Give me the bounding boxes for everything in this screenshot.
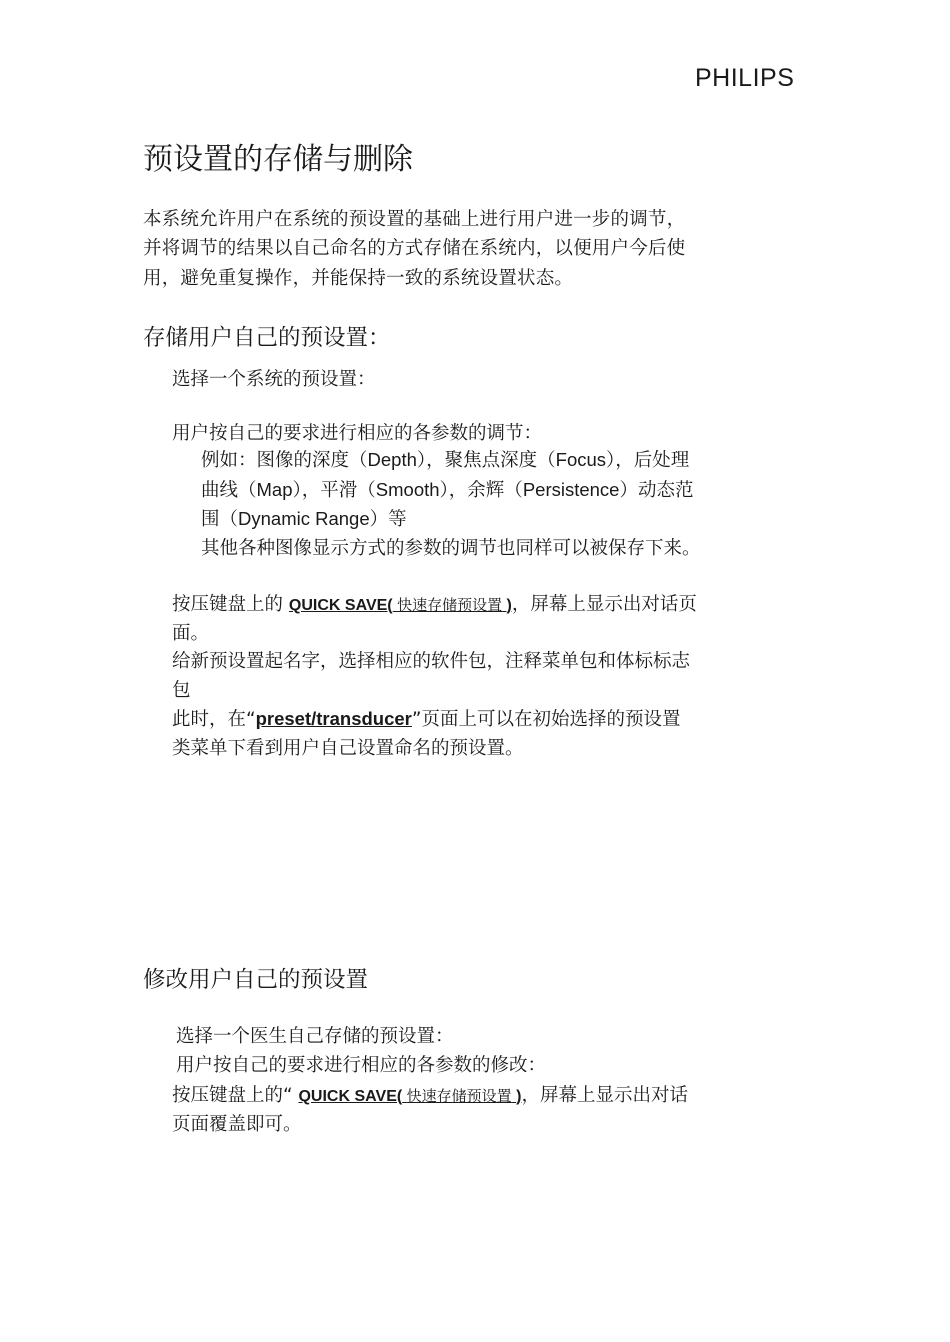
section-heading-save: 存储用户自己的预设置： [143,325,391,351]
example-text: ），余辉（ [439,480,523,501]
press-text: ，屏幕上显示出对话 [521,1085,688,1106]
brand-logo-text: PHILIPS [695,64,795,92]
example-text: ）等 [369,509,407,530]
section-heading-modify: 修改用户自己的预设置 [143,967,369,993]
quick-save-close: ) [516,1088,522,1105]
example-line: 其他各种图像显示方式的参数的调节也同样可以被保存下来。 [201,538,701,559]
result-text: ”页面上可以在初始选择的预设置 [411,709,681,730]
press-quicksave-line [172,590,697,616]
step-select-preset: 选择一个系统的预设置： [172,369,376,390]
press-quicksave-line-2 [172,1081,688,1107]
intro-line: 本系统允许用户在系统的预设置的基础上进行用户进一步的调节， [143,209,686,230]
example-text: 围（ [201,509,239,530]
term-smooth: Smooth [375,479,440,500]
step-modify-params: 用户按自己的要求进行相应的各参数的修改： [176,1055,547,1076]
example-line [201,505,407,531]
term-dynamic-range: Dynamic Range [238,508,370,529]
result-text: 此时，在“ [172,709,256,730]
press-text-cont: 页面覆盖即可。 [172,1114,302,1135]
intro-line: 用，避免重复操作，并能保持一致的系统设置状态。 [143,268,574,289]
result-line [172,705,680,731]
example-text: ），平滑（ [292,480,376,501]
term-focus: Focus [555,449,607,470]
example-text: 曲线（ [201,480,257,501]
press-text: ，屏幕上显示出对话页 [511,594,697,615]
quick-save-key [298,1088,521,1105]
result-line: 类菜单下看到用户自己设置命名的预设置。 [172,738,524,759]
example-text: ），后处理 [606,450,690,471]
step-select-doctor-preset: 选择一个医生自己存储的预设置： [176,1026,454,1047]
quick-save-zh-label: 快速存储预设置 [406,1087,512,1105]
page-title: 预设置的存储与删除 [143,142,413,177]
naming-line: 包 [172,680,191,701]
naming-line: 给新预设置起名字，选择相应的软件包，注释菜单包和体标标志 [172,651,691,672]
quick-save-label: QUICK SAVE( [298,1088,403,1105]
preset-transducer-link: preset/transducer [255,708,412,729]
quick-save-close: ) [506,597,512,614]
term-map: Map [256,479,293,500]
quick-save-label: QUICK SAVE( [288,597,393,614]
term-persistence: Persistence [522,479,620,500]
example-text: 例如：图像的深度（ [201,450,368,471]
press-text: 按压键盘上的 [172,594,284,615]
example-text: ），聚焦点深度（ [416,450,556,471]
quick-save-zh-label: 快速存储预设置 [397,596,503,614]
step-adjust-params: 用户按自己的要求进行相应的各参数的调节： [172,423,543,444]
intro-line: 并将调节的结果以自己命名的方式存储在系统内，以便用户今后使 [143,238,686,259]
example-line [201,476,693,502]
example-line [201,446,689,472]
term-depth: Depth [367,449,417,470]
press-text: 按压键盘上的“ [172,1085,293,1106]
quick-save-key [289,597,512,614]
example-text: ）动态范 [619,480,694,501]
press-text-cont: 面。 [172,623,210,644]
